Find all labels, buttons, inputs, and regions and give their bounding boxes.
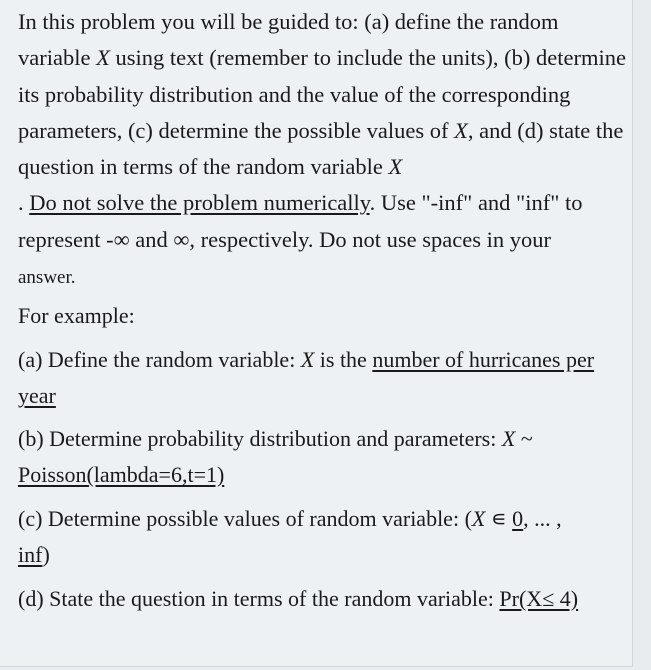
example-heading — [18, 298, 626, 334]
part-a-mid: is the — [314, 347, 373, 372]
example-part-c — [18, 501, 626, 573]
intro-text-6: answer. — [18, 267, 76, 289]
part-c-rest: , ... , — [523, 506, 562, 531]
part-c-answer-max: inf — [18, 542, 43, 567]
part-a-prefix: (a) Define the random variable: — [18, 347, 301, 372]
intro-text-5: . Use "-inf" and "inf" to represent -∞ and ∞, respectively. Do not use spaces in your — [18, 190, 583, 252]
intro-text-3: , and (d) state the question in terms of the random variable — [18, 117, 624, 180]
part-d-prefix: (d) State the question in terms of the random variable: — [18, 586, 500, 611]
var-x: X — [300, 347, 315, 372]
var-x: X — [471, 506, 486, 531]
var-x: X — [501, 426, 516, 451]
part-a-answer: number of hurricanes per year — [18, 347, 595, 408]
example-part-d — [18, 581, 626, 617]
part-c-prefix: (c) Determine possible values of random variable: ( — [18, 506, 472, 531]
part-b-answer: Poisson(lambda=6,t=1) — [18, 462, 225, 487]
intro-text-4: . — [18, 190, 30, 216]
example-part-a — [18, 342, 626, 414]
intro-text-2: using text (remember to include the units), (b) determine its probability distribution and the value of the corresponding parameters, (c) determine the possible values of — [18, 45, 626, 143]
var-x: X — [454, 117, 468, 143]
part-c-answer-min: 0 — [512, 506, 524, 531]
part-c-in: ∊ — [485, 506, 513, 531]
part-c-close: ) — [42, 542, 50, 567]
intro-text-1: In this problem you will be guided to: (a) define the random variable — [18, 9, 559, 71]
instructions-text — [18, 4, 626, 296]
example-part-b — [18, 421, 626, 493]
do-not-solve-note: Do not solve the problem numerically — [29, 190, 370, 216]
var-x: X — [96, 45, 110, 71]
part-b-tilde: ~ — [515, 426, 533, 451]
example-heading-text: For example: — [18, 303, 135, 328]
part-b-prefix: (b) Determine probability distribution and parameters: — [18, 426, 502, 451]
var-x: X — [388, 154, 403, 180]
part-d-answer: Pr(X≤ 4) — [499, 586, 579, 611]
